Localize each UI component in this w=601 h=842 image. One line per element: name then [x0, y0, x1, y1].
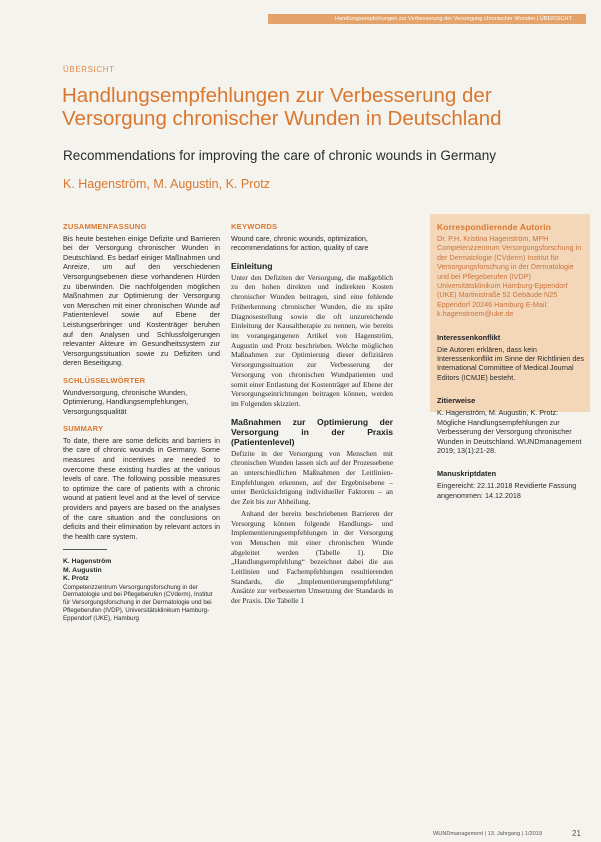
manuscript-heading: Manuskriptdaten: [437, 469, 497, 479]
massnahmen-paragraph-2: Anhand der bereits beschriebenen Barrieren der Versorgung können folgende Handlungs- und Implementierungsempfehlungen in der Versorgung von Menschen mit einer chronischen Wunde abgeleitet werden (Tabelle 1). Die „Handlungsempfehlung“ bezeichnet dabei die aus Leitlinien und Fachempfehlungen resultierenden Standards, die „Implementierungsempfehlung“ Ansätze zur verbesserten Umsetzung der Standards in der Praxis. Die Tabelle 1: [231, 508, 393, 606]
summary-text: To date, there are some deficits and barriers in the care of chronic wounds in Germany. Some measures and incentives are needed to overcome these existing hurdles at the various levels of care. The following possible measures to optimize the care of patients with a chronic wound at patient level and at the level of service providers and payers are based on the analyses of the care situation and the conclusions on deficits and their elimination by relevant actors in the health care system.: [63, 435, 220, 541]
article-authors: K. Hagenström, M. Augustin, K. Protz: [63, 177, 271, 191]
running-header: Handlungsempfehlungen zur Verbesserung der Versorgung chronischer Wunden | ÜBERSICHT: [268, 14, 586, 24]
schluesselwoerter-text: Wundversorgung, chronische Wunden, Optimierung, Handlungsempfehlungen, Versorgungsqualität: [63, 387, 189, 416]
affiliation-name: M. Augustin: [63, 566, 102, 574]
citation-heading: Zitierweise: [437, 396, 476, 406]
correspondence-heading: Korrespondierende Autorin: [437, 222, 552, 232]
conflict-text: Die Autoren erklären, dass kein Interessenkonflikt im Sinne der Richtlinien des International Committee of Medical Journal Editors (ICMJE) besteht.: [437, 344, 585, 382]
body-column: [231, 222, 393, 614]
citation-text: K. Hagenström, M. Augustin, K. Protz: Mögliche Handlungsempfehlungen zur Verbesserung der Versorgung chronischer Wunden in Deutschland. WUNDmanagement 2019; 13(1):21-28.: [437, 408, 582, 455]
zusammenfassung-heading: ZUSAMMENFASSUNG: [63, 222, 147, 231]
massnahmen-heading: Maßnahmen zur Optimierung der Versorgung in der Praxis (Patientenlevel): [231, 416, 393, 447]
zusammenfassung-text: Bis heute bestehen einige Defizite und Barrieren bei der Versorgung chronischer Wunden in Deutschland. Es bedarf einiger Maßnahmen und Anreize, um auf den verschiedenen Versorgungsebenen diese vorhandenen Hürden zu überwinden. Die nachfolgenden möglichen Maßnahmen zur Optimierung der Versorgung von Menschen mit einer chronischen Wunde auf Patientenlevel sowie auf Ebene der Leistungserbringer und Kostenträger beruhen auf den Analysen und Schlussfolgerungen relevanter Akteure im Gesundheitssystem zur Versorgungssituation sowie zu Defiziten und deren Beseitigung.: [63, 233, 220, 368]
affiliation-name: K. Hagenström: [63, 558, 112, 566]
correspondence-text: Dr. P.H. Kristina Hagenström, MPH Competenzzentrum Versorgungsforschung in der Dermatologie (CVderm) Institut für Versorgungsforschung in der Dermatologie und bei Pflegeberufen (IVDP) Universitätsklinikum Hamburg-Eppendorf (UKE) Martinistraße 52 Gebäude N25 Eppendorf 20246 Hamburg E-Mail: k.hagenstroem@uke.de: [437, 234, 582, 319]
keywords-heading: KEYWORDS: [231, 222, 278, 231]
page-number: 21: [572, 829, 581, 838]
einleitung-heading: Einleitung: [231, 260, 273, 271]
sidebar: [437, 222, 587, 500]
section-label: ÜBERSICHT: [63, 65, 115, 74]
affiliation-text: Competenzzentrum Versorgungsforschung in der Dermatologie und bei Pflegeberufen (CVderm), Institut für Versorgungsforschung in der Dermatologie und bei Pflegeberufen (IVDP), Universitätsklinikum Hamburg-Eppendorf (UKE), Hamburg: [63, 583, 213, 622]
article-title: Handlungsempfehlungen zur Verbesserung der Versorgung chronischer Wunden in Deutschland: [62, 84, 502, 130]
summary-heading: SUMMARY: [63, 424, 104, 434]
footer-journal: WUNDmanagement | 13. Jahrgang | 1/2019: [433, 831, 542, 837]
conflict-heading: Interessenkonflikt: [437, 332, 501, 342]
affiliation-name: K. Protz: [63, 575, 89, 583]
einleitung-text: Unter den Defiziten der Versorgung, die maßgeblich zu den hohen direkten und indirekten Kosten chronischer Wunden beitragen, sind eine fehlende Früherkennung chronischer Wunden, die zu späte Diagnosestellung sowie die oft unzureichende Einleitung der Kausaltherapie zu nennen, wie bereits im vorangegangenen Artikel von Hagenström, Augustin und Protz beschrieben. Welche möglichen Maßnahmen zur Optimierung dieser defizitären Versorgungssituation zur Verbesserung der Versorgung von chronischen Wundpatienten und somit einer Entlastung der Kostenträger auf Ebene der Versorgungseinrichtungen beitragen können, werden im Folgenden skizziert.: [231, 272, 393, 408]
manuscript-text: Eingereicht: 22.11.2018 Revidierte Fassung angenommen: 14.12.2018: [437, 481, 577, 500]
affiliation: [63, 558, 220, 622]
schluesselwoerter-heading: SCHLÜSSELWÖRTER: [63, 375, 146, 385]
article-subtitle: Recommendations for improving the care of chronic wounds in Germany: [63, 148, 496, 163]
keywords-text: Wound care, chronic wounds, optimization, recommendations for action, quality of care: [231, 233, 369, 253]
abstract-column: [63, 222, 220, 623]
massnahmen-paragraph-1: Defizite in der Versorgung von Menschen mit chronischen Wunden lassen sich auf der Prozessebene an unterschiedlichen Maßnahmen der Leitlinien-Empfehlungen erkennen, auf der Ergebnisebene – unter Berücksichtigung individueller Faktoren – an der Zeit bis zur Abheilung.: [231, 448, 393, 507]
divider: [63, 549, 107, 550]
